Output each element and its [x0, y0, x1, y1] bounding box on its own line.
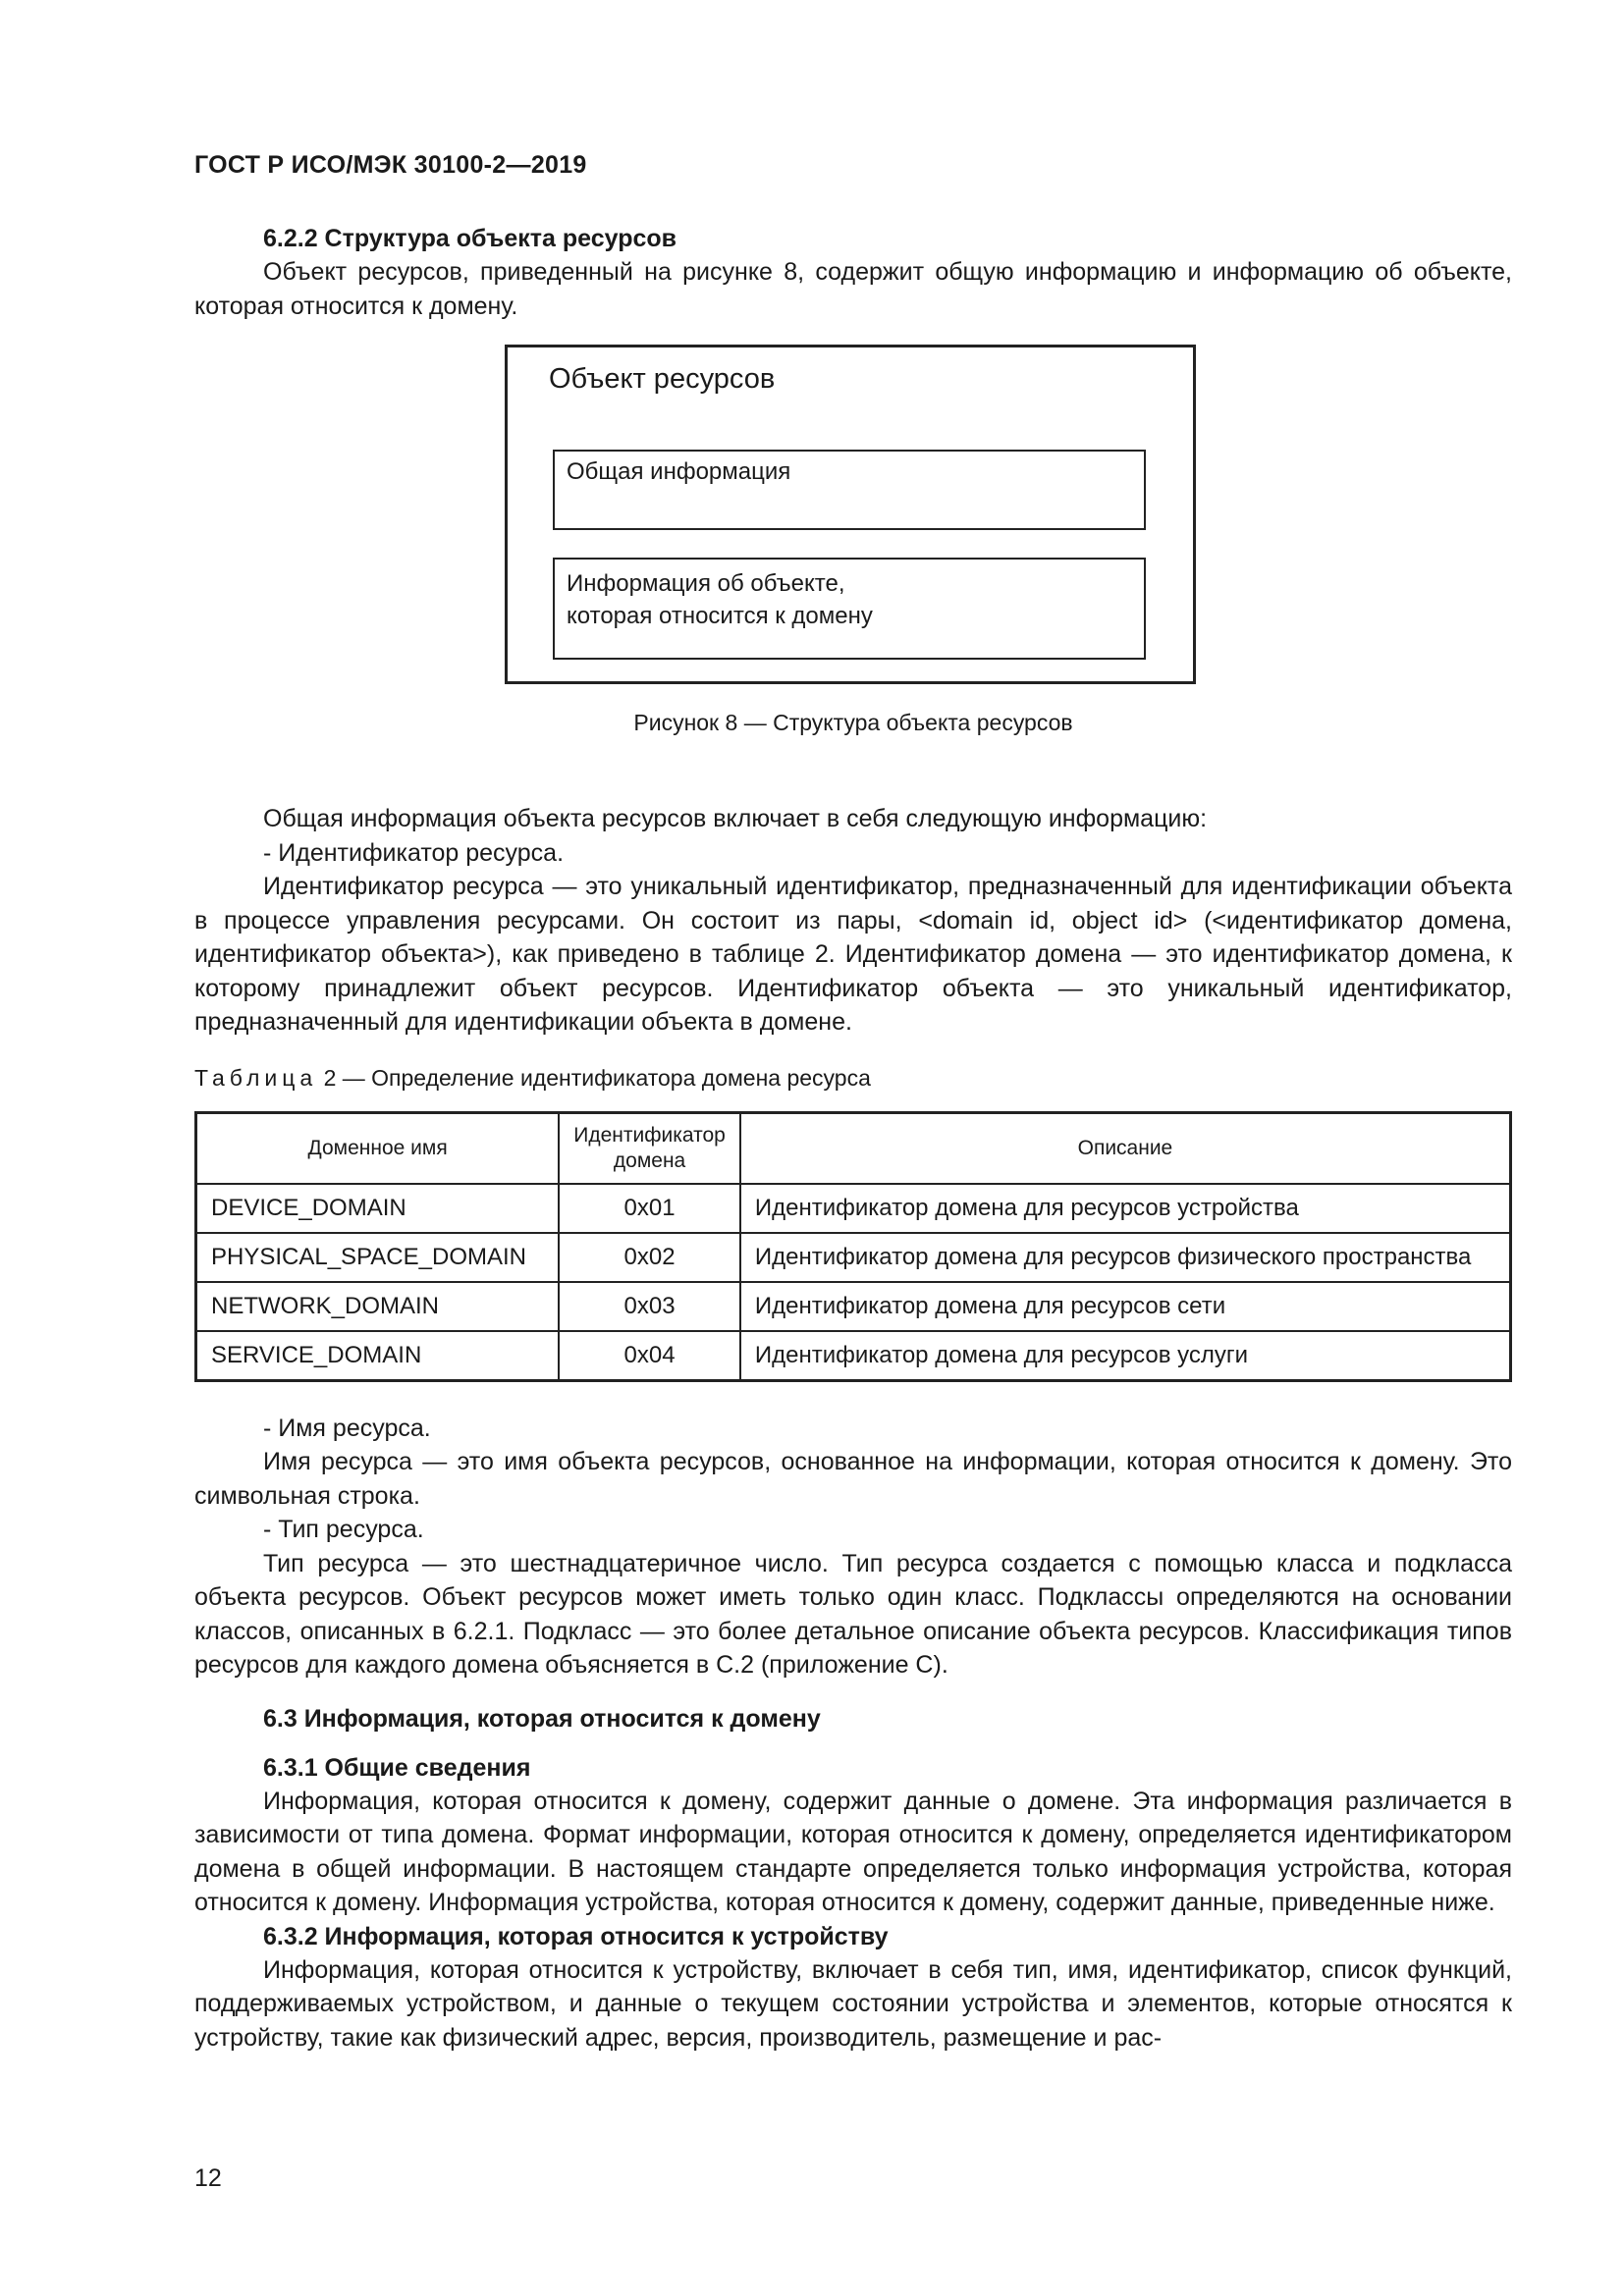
table-header-row — [196, 1112, 1511, 1184]
figure-caption: Рисунок 8 — Структура объекта ресурсов — [633, 710, 1073, 735]
domain-info-label-line2: которая относится к домену — [567, 603, 873, 629]
paragraph-intro: Объект ресурсов, приведенный на рисунке 8, содержит общую информацию и информацию об объекте, которая относится к домену. — [194, 258, 1512, 320]
resource-name-section — [194, 1412, 1512, 1682]
cell-domain-name: SERVICE_DOMAIN — [196, 1331, 560, 1381]
table-caption-text: 2 — Определение идентификатора домена ресурса — [317, 1064, 871, 1091]
cell-description: Идентификатор домена для ресурсов устройства — [740, 1184, 1511, 1233]
paragraph-resource-type-desc: Тип ресурса — это шестнадцатеричное число. Тип ресурса создается с помощью класса и подкласса объекта ресурсов. Объект ресурсов может иметь только один класс. Подклассы определяются на основании классов, описанных в 6.2.1. Подкласс — это более детальное описание объекта ресурсов. Классификация типов ресурсов для каждого домена объясняется в С.2 (приложение С). — [194, 1549, 1512, 1679]
resource-object-title: Объект ресурсов — [549, 363, 776, 395]
header-description: Описание — [740, 1112, 1511, 1184]
table-caption-label: Таблица — [194, 1064, 318, 1091]
paragraph-general-info: Общая информация объекта ресурсов включает в себя следующую информацию: — [263, 805, 1208, 832]
domain-info-label-line1: Информация об объекте, — [567, 570, 845, 597]
paragraph-resource-type-item: - Тип ресурса. — [263, 1516, 424, 1543]
table-row — [196, 1331, 1511, 1381]
section-heading-6-3-2: 6.3.2 Информация, которая относится к устройству — [263, 1922, 889, 1950]
cell-domain-id: 0x04 — [559, 1331, 740, 1381]
cell-domain-name: NETWORK_DOMAIN — [196, 1282, 560, 1331]
cell-description: Идентификатор домена для ресурсов сети — [740, 1282, 1511, 1331]
standard-header: ГОСТ Р ИСО/МЭК 30100-2—2019 — [194, 151, 587, 179]
domain-info-box — [553, 558, 1146, 660]
paragraph-resource-name-item: - Имя ресурса. — [263, 1414, 431, 1442]
paragraph-resource-name-desc: Имя ресурса — это имя объекта ресурсов, основанное на информации, которая относится к домену. Это символьная строка. — [194, 1448, 1512, 1510]
figure-8 — [194, 345, 1512, 802]
section-heading-6-3-1: 6.3.1 Общие сведения — [263, 1753, 531, 1782]
general-info-box — [553, 450, 1146, 530]
header-domain-name: Доменное имя — [196, 1112, 560, 1184]
header-domain-id: Идентификатор домена — [559, 1112, 740, 1184]
paragraph-6-3-2: Информация, которая относится к устройству, включает в себя тип, имя, идентификатор, список функций, поддерживаемых устройством, и данные о текущем состоянии устройства и элементов, которые относятся к устройству, такие как физический адрес, версия, производитель, размещение и рас- — [194, 1955, 1512, 2052]
page-content — [194, 222, 1512, 2055]
cell-domain-name: DEVICE_DOMAIN — [196, 1184, 560, 1233]
cell-domain-id: 0x02 — [559, 1233, 740, 1282]
general-info-label: Общая информация — [567, 458, 791, 485]
cell-domain-id: 0x01 — [559, 1184, 740, 1233]
cell-domain-name: PHYSICAL_SPACE_DOMAIN — [196, 1233, 560, 1282]
table-row — [196, 1184, 1511, 1233]
paragraph-resource-id-item: - Идентификатор ресурса. — [263, 838, 565, 867]
table-row — [196, 1233, 1511, 1282]
section-heading-6-2-2: 6.2.2 Структура объекта ресурсов — [263, 225, 677, 252]
resource-object-box — [505, 345, 1196, 684]
cell-description: Идентификатор домена для ресурсов физического пространства — [740, 1233, 1511, 1282]
domain-id-table — [194, 1111, 1512, 1382]
table-row — [196, 1282, 1511, 1331]
section-heading-6-3: 6.3 Информация, которая относится к домену — [263, 1704, 821, 1733]
paragraph-resource-id-desc: Идентификатор ресурса — это уникальный идентификатор, предназначенный для идентификации объекта в процессе управления ресурсами. Он состоит из пары, <domain id, object id> (<идентификатор домена, идентификатор объекта>), как приведено в таблице 2. Идентификатор домена — это идентификатор домена, к которому принадлежит объект ресурсов. Идентификатор объекта — это уникальный идентификатор, предназначенный для идентификации объекта в домене. — [194, 873, 1512, 1036]
cell-domain-id: 0x03 — [559, 1282, 740, 1331]
table-caption — [194, 1065, 1512, 1092]
paragraph-6-3-1: Информация, которая относится к домену, содержит данные о домене. Эта информация различается в зависимости от типа домена. Формат информации, которая относится к домену, определяется идентификатором домена в общей информации. В настоящем стандарте определяется только информация устройства, которая относится к домену. Информация устройства, которая относится к домену, содержит данные, приведенные ниже. — [194, 1787, 1512, 1916]
cell-description: Идентификатор домена для ресурсов услуги — [740, 1331, 1511, 1381]
page-number: 12 — [194, 2164, 222, 2192]
